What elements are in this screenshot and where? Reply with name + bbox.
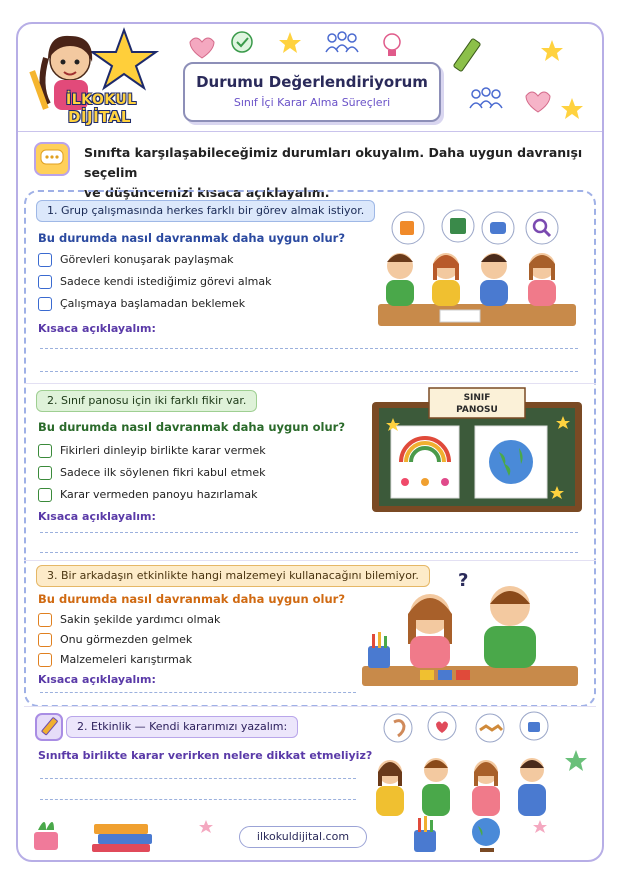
answer-line[interactable] (40, 371, 578, 372)
option-text: Onu görmezden gelmek (60, 633, 193, 646)
question-1-option-1[interactable] (38, 252, 234, 268)
page-subtitle: Sınıf İçi Karar Alma Süreçleri (233, 96, 391, 109)
question-1-option-3[interactable] (38, 296, 245, 312)
activity-2-question: Sınıfta birlikte karar verirken nelere dikkat etmeliyiz? (38, 749, 373, 762)
checkbox[interactable] (38, 653, 52, 667)
header-divider (18, 131, 602, 132)
checkbox[interactable] (38, 275, 52, 289)
option-text: Sakin şekilde yardımcı olmak (60, 613, 221, 626)
lightbulb-icon (384, 34, 400, 56)
logo-text-top: İLKOKUL (66, 92, 137, 108)
people-icon (326, 32, 358, 52)
svg-text:?: ? (458, 570, 469, 591)
board-sign-line-1: SINIF (463, 393, 491, 403)
star-icon (92, 30, 156, 88)
activity-2-label: 2. Etkinlik — Kendi kararımızı yazalım: (66, 716, 298, 738)
option-text: Sadece ilk söylenen fikri kabul etmek (60, 466, 266, 479)
question-1-explain-label: Kısaca açıklayalım: (38, 322, 156, 335)
question-2-explain-label: Kısaca açıklayalım: (38, 510, 156, 523)
logo-text-bottom: DİJİTAL (68, 108, 131, 126)
question-3-option-3[interactable] (38, 652, 192, 668)
question-2-option-1[interactable] (38, 443, 266, 459)
question-1-option-2[interactable] (38, 274, 271, 290)
checkbox[interactable] (38, 444, 52, 458)
question-2-label: 2. Sınıf panosu için iki farklı fikir var. (36, 390, 257, 412)
question-2-option-2[interactable] (38, 465, 266, 481)
question-3-option-1[interactable] (38, 612, 220, 628)
question-3-prompt: Bu durumda nasıl davranmak daha uygun olur? (38, 592, 346, 606)
answer-line[interactable] (40, 532, 578, 533)
question-3-explain-label: Kısaca açıklayalım: (38, 673, 156, 686)
checkbox[interactable] (38, 633, 52, 647)
option-text: Görevleri konuşarak paylaşmak (60, 253, 234, 266)
group-work-illustration (374, 210, 580, 334)
palette-icon (490, 222, 506, 234)
answer-line[interactable] (40, 348, 578, 349)
plant-icon (34, 822, 58, 850)
heart-icon (190, 38, 214, 58)
star-icon (199, 820, 213, 833)
page-title: Durumu Değerlendiriyorum (196, 73, 428, 91)
question-2-prompt: Bu durumda nasıl davranmak daha uygun olur? (38, 420, 346, 434)
option-text: Fikirleri dinleyip birlikte karar vermek (60, 444, 266, 457)
books-icon (92, 824, 152, 852)
question-3-label: 3. Bir arkadaşın etkinlikte hangi malzemeyi kullanacağını bilemiyor. (36, 565, 430, 587)
question-1-prompt: Bu durumda nasıl davranmak daha uygun olur? (38, 231, 346, 245)
pencil-icon (35, 713, 63, 741)
flower-icon (401, 478, 409, 486)
board-sign-line-2: PANOSU (456, 405, 498, 415)
check-bubble-icon (232, 32, 252, 52)
option-text: Karar vermeden panoyu hazırlamak (60, 488, 258, 501)
checkbox[interactable] (38, 466, 52, 480)
section-divider (24, 560, 596, 561)
checkbox[interactable] (38, 613, 52, 627)
star-icon (533, 820, 547, 833)
speech-bubble-icon (34, 142, 70, 176)
globe-icon (472, 818, 500, 852)
option-text: Malzemeleri karıştırmak (60, 653, 192, 666)
star-icon (561, 98, 583, 119)
people-icon (470, 88, 502, 108)
puzzle-icon (400, 221, 414, 235)
star-icon (279, 32, 301, 53)
heart-icon (526, 92, 550, 112)
helping-friend-illustration (360, 566, 582, 690)
book-icon (450, 218, 466, 234)
thumbs-up-icon (528, 722, 540, 732)
question-1-label: 1. Grup çalışmasında herkes farklı bir görev almak istiyor. (36, 200, 375, 222)
checkbox[interactable] (38, 253, 52, 267)
option-text: Çalışmaya başlamadan beklemek (60, 297, 246, 310)
section-divider (24, 383, 596, 384)
answer-line[interactable] (40, 552, 578, 553)
section-divider (24, 706, 596, 707)
checkbox[interactable] (38, 488, 52, 502)
answer-line[interactable] (40, 778, 356, 779)
question-2-option-3[interactable] (38, 487, 257, 503)
globe-icon (489, 440, 533, 484)
class-board-illustration (371, 386, 583, 514)
answer-line[interactable] (40, 692, 356, 693)
footer-website[interactable]: ilkokuldijital.com (239, 826, 367, 848)
intro-line-1: Sınıfta karşılaşabileceğimiz durumları okuyalım. Daha uygun davranışı seçelim (84, 145, 583, 180)
question-3-option-2[interactable] (38, 632, 192, 648)
pencil-cup-icon (414, 816, 436, 852)
pencil-icon (453, 38, 481, 72)
star-icon (541, 40, 563, 61)
title-box (183, 62, 441, 122)
checkbox[interactable] (38, 297, 52, 311)
option-text: Sadece kendi istediğimiz görevi almak (60, 275, 272, 288)
intro-line-2: ve düşüncemizi kısaca açıklayalım. (84, 185, 330, 200)
